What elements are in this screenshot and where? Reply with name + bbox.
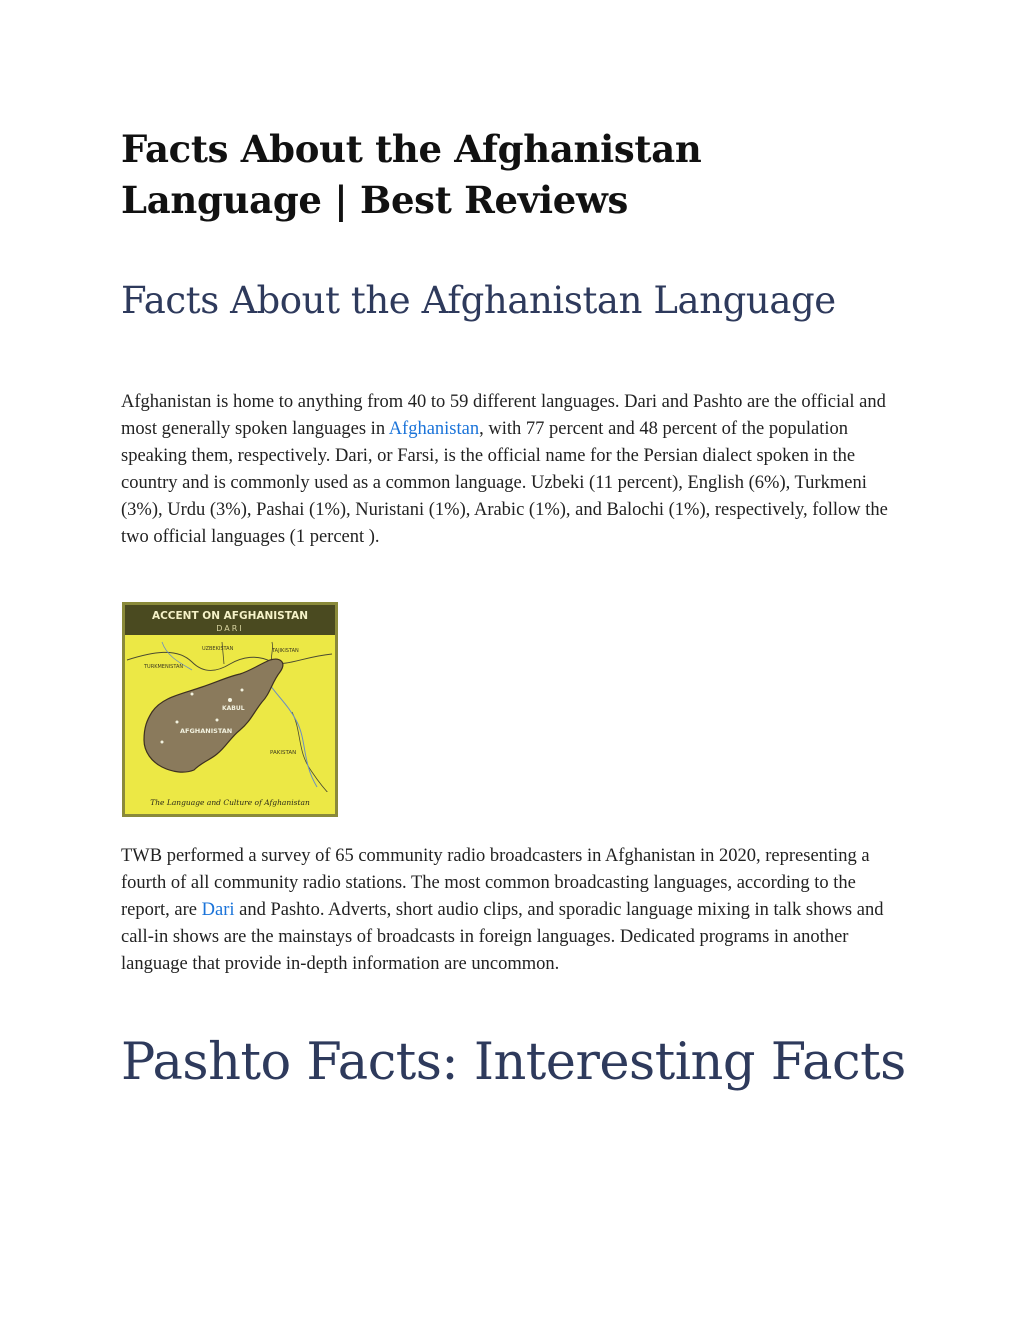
survey-paragraph	[121, 843, 901, 978]
page-title: Facts About the Afghanistan Language | Best Reviews	[121, 127, 702, 222]
pakistan-label: PAKISTAN	[270, 750, 297, 756]
city-dot	[161, 741, 164, 744]
map-banner-title: ACCENT ON AFGHANISTAN	[151, 610, 309, 622]
afghanistan-map-image	[122, 602, 338, 817]
kabul-label: KABUL	[222, 705, 245, 712]
article-subtitle: Facts About the Afghanistan Language	[121, 279, 836, 322]
city-dot	[241, 689, 244, 692]
uzbekistan-label: UZBEKISTAN	[202, 646, 234, 652]
intro-paragraph	[121, 389, 901, 551]
city-dot	[176, 721, 179, 724]
tajikistan-label: TAJIKISTAN	[272, 648, 299, 654]
afghanistan-label: AFGHANISTAN	[180, 727, 233, 735]
map-caption: The Language and Culture of Afghanistan	[150, 798, 310, 807]
dari-link[interactable]: Dari	[201, 900, 235, 920]
turkmenistan-label: TURKMENISTAN	[144, 664, 184, 670]
intro-text-after-link: , with 77 percent and 48 percent of the population speaking them, respectively. Dari, or Farsi, is the official name for the Persian dialect spoken in the country and is commonly used as a common language. Uzbeki (11 percent), English (6%), Turkmeni (3%), Urdu (3%), Pashai (1%), Nuristani (1%), Arabic (1%), and Balochi (1%), respectively, follow the two official languages (1 percent ).	[121, 419, 888, 547]
pashto-facts-heading: Pashto Facts: Interesting Facts	[121, 1033, 906, 1092]
survey-text-after-link: and Pashto. Adverts, short audio clips, and sporadic language mixing in talk shows and call-in shows are the mainstays of broadcasts in foreign languages. Dedicated programs in another language that provide in-depth information are uncommon.	[121, 900, 884, 974]
map-illustration	[122, 602, 338, 817]
intro-text-before-link: Afghanistan is home to anything from 40 to 59 different languages. Dari and Pashto are the official and most generally spoken languages in	[121, 392, 886, 439]
city-dot	[216, 719, 219, 722]
city-dot	[191, 693, 194, 696]
map-banner-subtitle: DARI	[216, 624, 244, 633]
survey-text-before-link: TWB performed a survey of 65 community radio broadcasters in Afghanistan in 2020, representing a fourth of all community radio stations. The most common broadcasting languages, according to the report, are	[121, 846, 870, 920]
afghanistan-link[interactable]: Afghanistan	[388, 419, 480, 439]
kabul-dot	[228, 698, 232, 702]
